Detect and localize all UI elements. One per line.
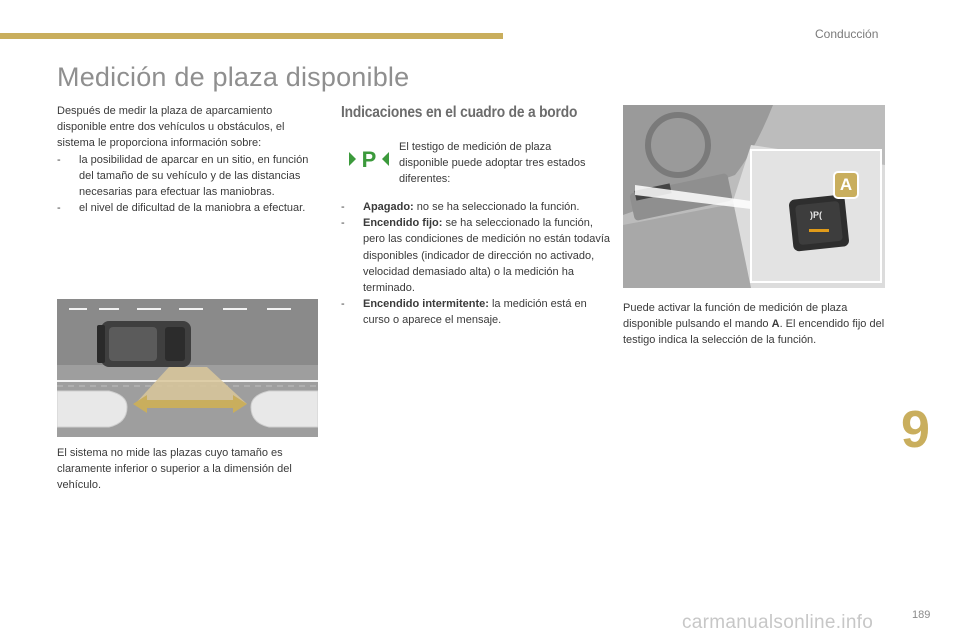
intro-block — [57, 103, 317, 216]
size-limit-note: El sistema no mide las plazas cuyo tamaño es claramente inferior o superior a la dimensión del vehículo. — [57, 447, 292, 492]
chapter-number: 9 — [901, 401, 930, 459]
page-number: 189 — [912, 609, 931, 621]
list-dash: - — [57, 202, 61, 215]
parking-scene-graphic — [57, 299, 318, 437]
intro-lead: Después de medir la plaza de aparcamiento disponible entre dos vehículos u obstáculos, el sistema le proporciona información sobre: — [57, 105, 285, 150]
callout-letter: A — [839, 175, 853, 194]
parking-scene-illustration — [57, 299, 318, 437]
state-detail: se ha seleccionado la función, pero las condiciones de medición no están todavía disponibles (indicador de dirección no activado, velocidad demasiado alta) o la medición ha terminado. — [363, 217, 611, 295]
state-label: Encendido fijo: — [363, 217, 443, 230]
list-dash: - — [341, 298, 345, 311]
page-title: Medición de plaza disponible — [57, 62, 410, 92]
callout-badge — [833, 171, 859, 199]
chapter-label: Conducción — [815, 27, 879, 41]
control-text-before: Puede activar la función de medición de plaza disponible pulsando el mando — [623, 302, 848, 331]
section-heading: Indicaciones en el cuadro de a bordo — [341, 104, 578, 121]
state-item-off — [341, 199, 611, 215]
list-dash: - — [57, 153, 61, 166]
state-text — [363, 296, 611, 328]
dashboard-control-illustration — [623, 105, 885, 288]
state-detail: no se ha seleccionado la función. — [413, 201, 580, 213]
intro-item-text: el nivel de dificultad de la maniobra a efectuar. — [79, 202, 306, 215]
svg-text:P: P — [361, 147, 377, 171]
intro-list-item — [57, 200, 317, 216]
state-item-flashing — [341, 296, 611, 328]
control-text-after: . El encendido fijo del testigo indica la selección de la función. — [623, 318, 885, 347]
state-text — [363, 199, 579, 215]
parking-button-icon: )P( — [810, 210, 822, 220]
parking-space-indicator-icon — [349, 147, 389, 171]
state-item-steady — [341, 215, 611, 296]
indicator-description: El testigo de medición de plaza disponible puede adoptar tres estados diferentes: — [399, 141, 586, 186]
indicator-states-list — [341, 199, 611, 329]
list-dash: - — [341, 201, 345, 213]
state-text — [363, 215, 611, 296]
control-key: A — [771, 318, 780, 331]
intro-item-text: la posibilidad de aparcar en un sitio, en función del tamaño de su vehículo y de las distancias necesarias para efectuar las maniobras. — [79, 153, 309, 199]
intro-list-item — [57, 152, 317, 201]
state-label: Encendido intermitente: — [363, 298, 489, 311]
state-detail: la medición está en curso o aparece el mensaje. — [363, 298, 587, 327]
header-accent-bar — [0, 33, 503, 39]
watermark: carmanualsonline.info — [682, 612, 874, 633]
state-label: Apagado: — [363, 201, 414, 213]
list-dash: - — [341, 217, 345, 230]
control-description — [623, 300, 888, 349]
